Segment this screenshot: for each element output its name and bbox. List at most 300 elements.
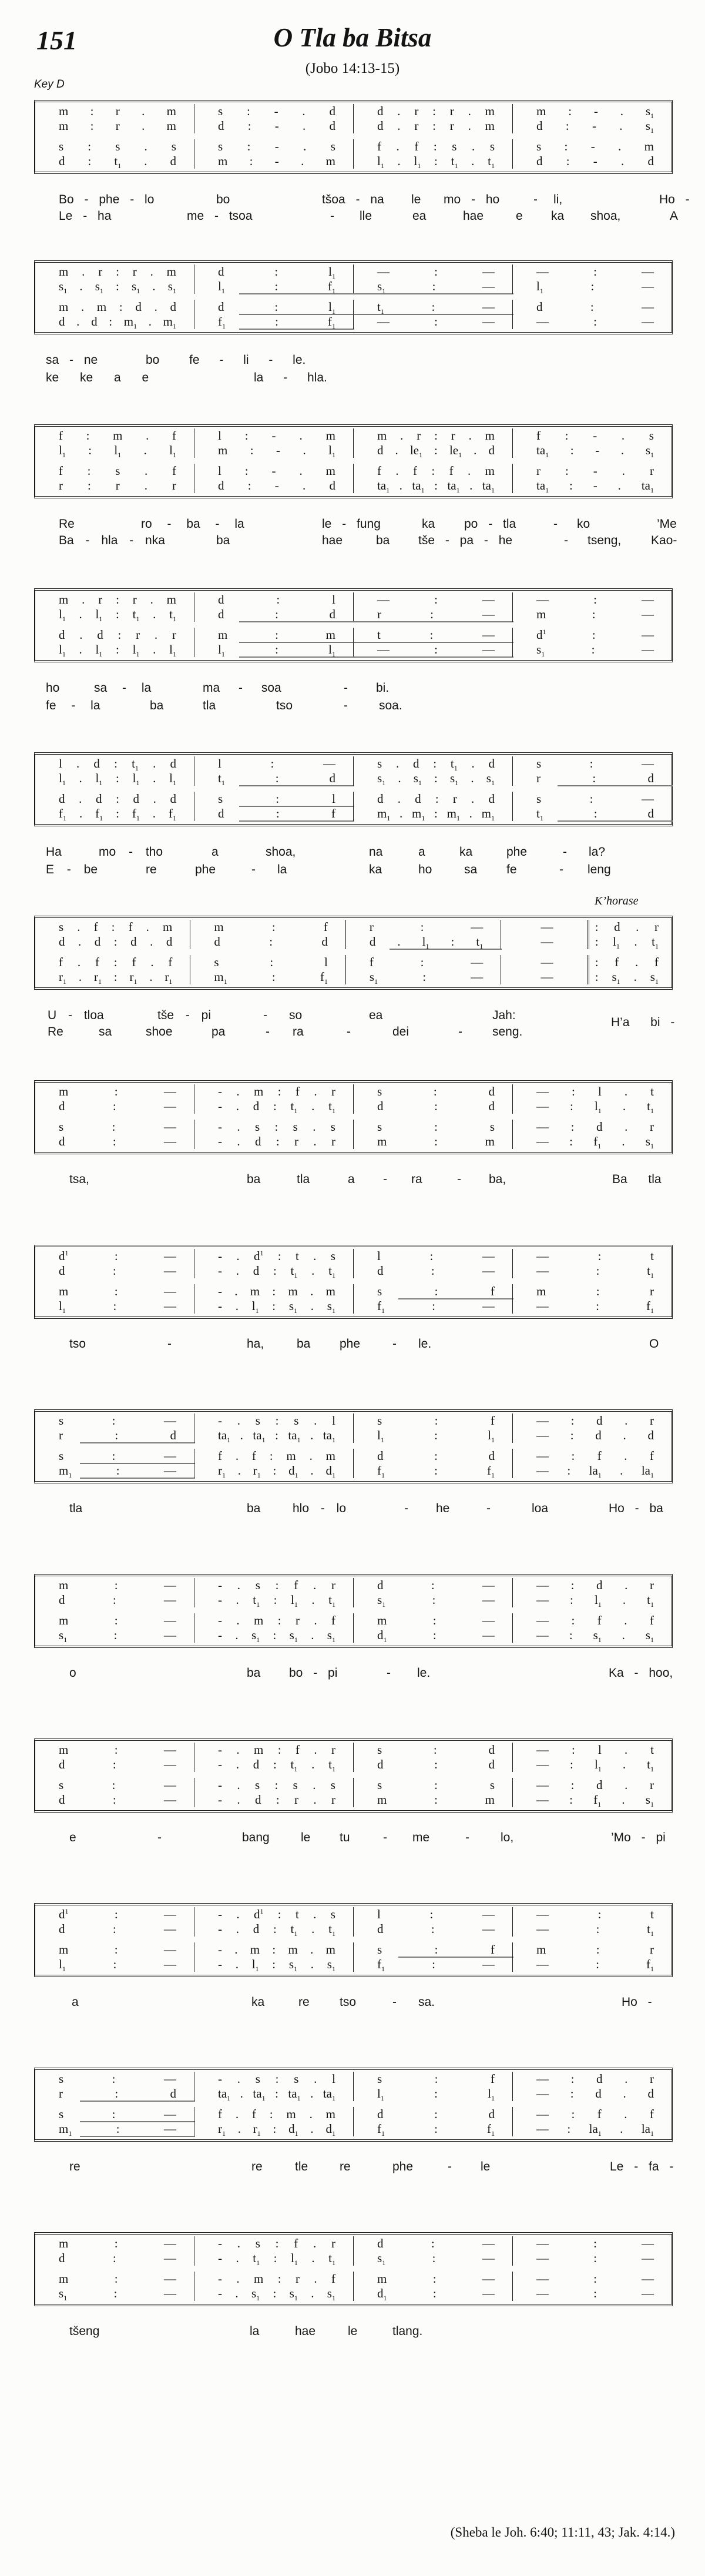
measure-cell [35, 2272, 194, 2286]
lyric-segment: mo - ho [444, 193, 500, 206]
solfa-note: . [79, 607, 82, 621]
solfa-note: : [432, 2272, 437, 2286]
solfa-note: $l_1$ [328, 264, 335, 281]
solfa-note: . [617, 478, 621, 493]
solfa-note: : [432, 1593, 436, 1607]
solfa-note: : [565, 464, 569, 478]
lyric-segment: fe - li - le. [189, 353, 306, 367]
solfa-note: : [434, 478, 438, 493]
solfa-note: $t_1$ [218, 771, 225, 788]
solfa-note: : [113, 1299, 117, 1313]
solfa-note: : [116, 592, 119, 607]
solfa-note: d [595, 1428, 602, 1442]
solfa-note: $f_1$ [320, 970, 328, 986]
solfa-note: — [642, 300, 654, 314]
measure-cell [353, 2286, 512, 2301]
lyric-segment: - [344, 699, 348, 712]
lyric-segment: phe [506, 845, 528, 859]
solfa-note: — [482, 1593, 495, 1607]
solfa-note: d [170, 154, 176, 168]
solfa-note: . [237, 1793, 240, 1807]
solfa-note: f [377, 464, 381, 478]
solfa-note: d [377, 1264, 384, 1278]
solfa-note: s [171, 139, 176, 153]
solfa-note: : [433, 756, 437, 771]
measure-cell [35, 2072, 194, 2086]
solfa-note: r [449, 104, 454, 118]
solfa-note: t [377, 628, 381, 642]
solfa-note: d [218, 806, 224, 820]
solfa-note: r [536, 771, 540, 785]
solfa-note: : [277, 1084, 281, 1098]
lyric-segment: Ha [46, 845, 62, 859]
solfa-note: : [273, 2251, 277, 2265]
measure-cell [345, 934, 501, 949]
solfa-note: $s_1$ [645, 1134, 654, 1151]
solfa-note: $s_1$ [645, 443, 654, 460]
solfa-note: r [649, 1120, 654, 1134]
lyric-segment: Ka - hoo, [609, 1666, 673, 1680]
solfa-note: . [236, 2251, 239, 2265]
solfa-note: m [59, 1578, 69, 1592]
lyric-segment: sa. [418, 1995, 435, 2009]
solfa-note: — [536, 2286, 549, 2300]
solfa-note: $m_1$ [412, 806, 425, 823]
solfa-note: — [164, 1907, 176, 1921]
lyric-segment: A [670, 209, 679, 223]
solfa-note: d [596, 1578, 603, 1592]
solfa-note: m [536, 1284, 546, 1298]
lyric-segment: le [301, 1831, 311, 1844]
footer-scripture-reference: (Sheba le Joh. 6:40; 11:11, 43; Jak. 4:14.) [450, 2525, 675, 2540]
solfa-note: $l_1$ [377, 2086, 384, 2103]
lyric-segment: he [436, 1502, 450, 1515]
solfa-note: — [540, 920, 553, 934]
solfa-note: r [295, 2272, 300, 2286]
solfa-note: . [236, 1743, 240, 1757]
solfa-note: : [277, 2272, 281, 2286]
solfa-note: $l_1$ [377, 154, 384, 170]
solfa-note: . [397, 154, 401, 168]
voice-row [35, 428, 672, 443]
solfa-note: : [249, 154, 253, 168]
solfa-note: : [246, 104, 250, 118]
solfa-note: m [325, 464, 335, 478]
voice-row [35, 1134, 672, 1149]
solfa-note: : [570, 1578, 575, 1592]
solfa-note: : [273, 1264, 277, 1278]
solfa-note: f [218, 2107, 222, 2121]
solfa-note: : [432, 279, 436, 293]
solfa-note: — [164, 1134, 176, 1148]
solfa-note: $ta_1$ [323, 1428, 335, 1445]
solfa-note: $l_1$ [59, 642, 66, 659]
solfa-note: . [313, 1249, 317, 1263]
solfa-note: $s_1$ [59, 1628, 68, 1644]
solfa-note: : [597, 1249, 602, 1263]
lyric-segment: a [418, 845, 425, 859]
solfa-note: $f_1$ [646, 1957, 654, 1974]
solfa-note: — [536, 2086, 549, 2101]
lyric-segment: sa - ne [46, 353, 98, 367]
solfa-note: : [114, 756, 118, 771]
measure-cell [353, 607, 512, 622]
solfa-note: - [218, 1413, 222, 1428]
solfa-note: - [218, 1743, 222, 1757]
measure-cell [353, 1428, 512, 1443]
lyric-segment: hae [463, 209, 484, 223]
solfa-note: : [451, 934, 455, 949]
solfa-note: . [471, 154, 475, 168]
solfa-note: - [274, 154, 279, 168]
voice-row [35, 1264, 672, 1278]
solfa-note: : [115, 2086, 119, 2101]
solfa-note: $m_1$ [481, 806, 495, 823]
lyric-segment: phe [340, 1337, 361, 1351]
measure-cell [194, 1757, 353, 1772]
solfa-note: $f_1$ [593, 1134, 602, 1151]
solfa-note: : [112, 1413, 116, 1428]
solfa-note: . [310, 2086, 314, 2101]
solfa-note: : [113, 1628, 118, 1642]
measure-cell [194, 1134, 353, 1149]
solfa-note: $ta_1$ [253, 1428, 266, 1445]
solfa-note: . [143, 443, 147, 457]
solfa-note: $l_1$ [114, 443, 122, 460]
solfa-note: : [429, 628, 434, 642]
solfa-note: : [274, 300, 278, 314]
solfa-note: : [593, 264, 597, 279]
solfa-note: . [153, 607, 156, 621]
solfa-note: $l_1$ [488, 2086, 495, 2103]
solfa-note: s [255, 1413, 260, 1428]
lyric-segment: ea [369, 1009, 383, 1022]
measure-cell [512, 1120, 672, 1134]
solfa-note: : [90, 104, 94, 118]
solfa-note: d [377, 1099, 384, 1113]
solfa-note: . [235, 2286, 239, 2300]
solfa-note: m [113, 428, 123, 443]
solfa-note: : [592, 771, 596, 785]
measure-cell [353, 1628, 512, 1643]
solfa-note: s [255, 1578, 260, 1592]
solfa-note: f [491, 1413, 495, 1428]
solfa-note: : [269, 2107, 273, 2121]
solfa-note: $t_1$ [328, 1264, 335, 1280]
solfa-note: r [132, 264, 137, 279]
solfa-note: . [82, 264, 85, 279]
lyric-segment: leng [588, 863, 611, 876]
solfa-note: $l_1$ [59, 443, 66, 460]
solfa-note: r [98, 592, 103, 607]
solfa-note: m [377, 428, 387, 443]
solfa-note: $t_1$ [536, 806, 543, 823]
solfa-note: — [536, 264, 549, 279]
solfa-note: — [536, 2251, 549, 2265]
solfa-note: $t_1$ [451, 154, 458, 170]
lyric-segment: - [486, 1502, 491, 1515]
solfa-note: : [431, 1922, 435, 1936]
solfa-note: $d_1$ [288, 2122, 298, 2138]
solfa-note: : [113, 955, 118, 969]
lyric-segment: Ba tla [612, 1173, 662, 1186]
solfa-note: f [295, 1084, 300, 1098]
solfa-note: d [253, 1099, 260, 1113]
solfa-note: . [237, 1134, 240, 1148]
solfa-note: — [536, 1743, 549, 1757]
solfa-note: d [214, 934, 220, 949]
lyric-segment: le. [418, 1337, 432, 1351]
hymn-number: 151 [36, 25, 77, 55]
solfa-note: r [654, 920, 659, 934]
lyric-segment: ka [459, 845, 473, 859]
solfa-note: m [59, 1284, 69, 1298]
measure-cell [512, 1284, 672, 1299]
solfa-note: s [59, 1413, 64, 1428]
solfa-note: $t_1$ [290, 1099, 298, 1116]
solfa-note: r [449, 119, 454, 133]
solfa-note: . [236, 1099, 239, 1113]
solfa-note: — [164, 1299, 176, 1313]
solfa-note: m [485, 1134, 495, 1148]
solfa-note: m [325, 2107, 335, 2121]
solfa-note: : [113, 1957, 117, 1971]
solfa-note: $r_1$ [93, 970, 102, 986]
measure-cell [353, 1413, 512, 1428]
solfa-note: $ta_1$ [323, 2086, 335, 2103]
solfa-note: . [235, 1957, 239, 1971]
measure-cell [190, 970, 345, 984]
solfa-note: : [271, 920, 276, 934]
solfa-note: . [150, 934, 153, 949]
voice-row [35, 970, 672, 984]
solfa-note: s [218, 104, 223, 118]
measure-cell [501, 934, 586, 949]
solfa-note: $s_1$ [327, 1957, 335, 1974]
solfa-note: : [275, 2236, 279, 2250]
measure-cell [353, 1942, 512, 1957]
voice-row [35, 1249, 672, 1264]
measure-cell [353, 806, 512, 821]
measure-cell [512, 119, 672, 133]
lyric-segment: re [146, 863, 157, 876]
solfa-note: : [595, 934, 599, 949]
measure-cell [194, 1099, 353, 1114]
lyric-segment: me - tsoa [187, 209, 253, 223]
lyric-segment: - [533, 193, 538, 206]
measure-cell [194, 1264, 353, 1278]
lyric-segment: a [212, 845, 219, 859]
measure-cell [35, 1743, 194, 1757]
solfa-note: . [235, 1299, 239, 1313]
solfa-note: . [469, 806, 472, 820]
measure-cell [35, 2286, 194, 2301]
voice-row [35, 1578, 672, 1593]
measure-cell [512, 756, 672, 771]
measure-cell [35, 1249, 194, 1264]
solfa-note: — [164, 1264, 176, 1278]
measure-cell [345, 920, 501, 934]
solfa-note: $l_1$ [328, 300, 335, 316]
solfa-note: . [620, 1463, 623, 1478]
solfa-note: : [112, 2251, 116, 2265]
lyric-segment: sa [464, 863, 478, 876]
measure-cell [353, 628, 512, 642]
solfa-note: : [589, 756, 593, 771]
voice-row [35, 279, 672, 294]
lyric-segment: ra [411, 1173, 422, 1186]
solfa-note: . [153, 771, 156, 785]
solfa-note: : [271, 970, 276, 984]
solfa-note: : [569, 1793, 573, 1807]
lyric-segment: ho [46, 681, 60, 695]
lyric-segment: hae [295, 2324, 316, 2338]
solfa-note: . [235, 1449, 239, 1463]
solfa-note: — [642, 2251, 654, 2265]
solfa-note: - [593, 104, 598, 118]
lyric-segment: me [412, 1831, 430, 1844]
solfa-note: l [218, 464, 221, 478]
solfa-note: $l_1$ [251, 1957, 259, 1974]
solfa-note: $t_1$ [290, 1264, 298, 1280]
solfa-note: . [234, 1284, 238, 1298]
solfa-note: . [310, 1299, 314, 1313]
solfa-note: d [59, 1757, 65, 1771]
solfa-note: d [218, 478, 224, 493]
solfa-note: : [591, 642, 595, 656]
solfa-note: : [113, 934, 118, 949]
solfa-note: $la_1$ [641, 1463, 654, 1480]
measure-cell [512, 1449, 672, 1463]
solfa-note: — [482, 628, 495, 642]
solfa-note: d [59, 1922, 65, 1936]
measure-cell [512, 1613, 672, 1628]
solfa-note: m [163, 920, 173, 934]
measure-cell [512, 478, 672, 493]
lyric-segment: - [559, 863, 563, 876]
measure-cell [35, 592, 194, 607]
solfa-note: — [164, 1922, 176, 1936]
solfa-note: : [277, 1613, 281, 1627]
solfa-note: . [81, 300, 85, 314]
solfa-note: - [218, 1299, 222, 1313]
solfa-note: r [295, 1613, 300, 1627]
solfa-note: . [311, 1099, 315, 1113]
solfa-note: : [434, 1449, 438, 1463]
solfa-note: : [567, 2122, 571, 2136]
solfa-note: — [164, 1284, 176, 1298]
solfa-note: : [276, 1793, 280, 1807]
voice-row [35, 607, 672, 622]
solfa-note: $t_1$ [328, 1922, 335, 1938]
measure-cell [512, 1578, 672, 1593]
solfa-note: $m_1$ [377, 806, 391, 823]
lyric-segment: bo [146, 353, 160, 367]
solfa-note: — [377, 592, 390, 607]
solfa-note: f [294, 1578, 298, 1592]
solfa-note: - [218, 1793, 222, 1807]
solfa-note: m [536, 607, 546, 621]
lyric-segment: - [457, 1173, 461, 1186]
solfa-note: : [273, 1463, 277, 1478]
solfa-note: : [431, 464, 435, 478]
solfa-note: $m_1$ [59, 2122, 72, 2138]
measure-cell [194, 428, 353, 443]
measure-cell [190, 920, 345, 934]
solfa-note: : [118, 628, 122, 642]
solfa-note: : [434, 1778, 438, 1792]
measure-cell [353, 1264, 512, 1278]
measure-cell [194, 104, 353, 119]
solfa-note: : [112, 1593, 116, 1607]
solfa-note: . [79, 642, 82, 656]
solfa-note: d [133, 792, 140, 806]
lyric-segment: re [298, 1995, 310, 2009]
solfa-note: . [625, 1120, 628, 1134]
solfa-system-11 [34, 1738, 673, 1813]
solfa-note: . [309, 1449, 313, 1463]
voice-row [35, 792, 672, 806]
lyric-segment: ra [293, 1025, 304, 1039]
measure-cell [512, 1907, 672, 1922]
solfa-note: . [237, 1778, 240, 1792]
solfa-note: $f_1$ [487, 1463, 495, 1480]
lyric-segment: lle [360, 209, 372, 223]
solfa-note: r [649, 464, 654, 478]
lyric-segment: re [69, 2160, 80, 2173]
solfa-note: $d_1$ [377, 2286, 387, 2303]
voice-row [35, 1428, 672, 1443]
solfa-note: $s_1$ [645, 119, 654, 135]
solfa-note: : [112, 2072, 116, 2086]
solfa-note: r [536, 464, 540, 478]
solfa-note: — [482, 1613, 495, 1627]
solfa-note: . [474, 443, 477, 457]
voice-row [35, 806, 672, 821]
solfa-note: — [536, 2236, 549, 2250]
solfa-note: m [536, 1942, 546, 1957]
lyric-segment: la [250, 2324, 260, 2338]
voice-row [35, 1957, 672, 1972]
solfa-note: d [254, 1134, 261, 1148]
solfa-note: — [642, 314, 654, 329]
solfa-note: $d_1$ [288, 1463, 298, 1480]
solfa-note: m [485, 428, 495, 443]
solfa-note: d [59, 1134, 65, 1148]
solfa-note: f [295, 1743, 300, 1757]
solfa-note: — [482, 1264, 495, 1278]
solfa-note: . [82, 592, 85, 607]
measure-cell [35, 642, 194, 657]
measure-cell [194, 1463, 353, 1478]
solfa-note: . [236, 1084, 240, 1098]
solfa-note: d [59, 934, 65, 949]
solfa-note: — [536, 1957, 549, 1971]
solfa-note: . [236, 1757, 239, 1771]
solfa-note: m [218, 628, 228, 642]
solfa-note: : [119, 300, 123, 314]
solfa-note: — [536, 1120, 549, 1134]
solfa-note: — [536, 314, 549, 329]
solfa-note: s [59, 139, 64, 153]
solfa-note: : [570, 2086, 574, 2101]
lyric-segment: tso [276, 699, 293, 712]
measure-cell [35, 1578, 194, 1593]
solfa-note: f [59, 428, 63, 443]
measure-cell [512, 104, 672, 119]
lyric-segment: - [251, 863, 256, 876]
solfa-note: . [79, 279, 83, 293]
